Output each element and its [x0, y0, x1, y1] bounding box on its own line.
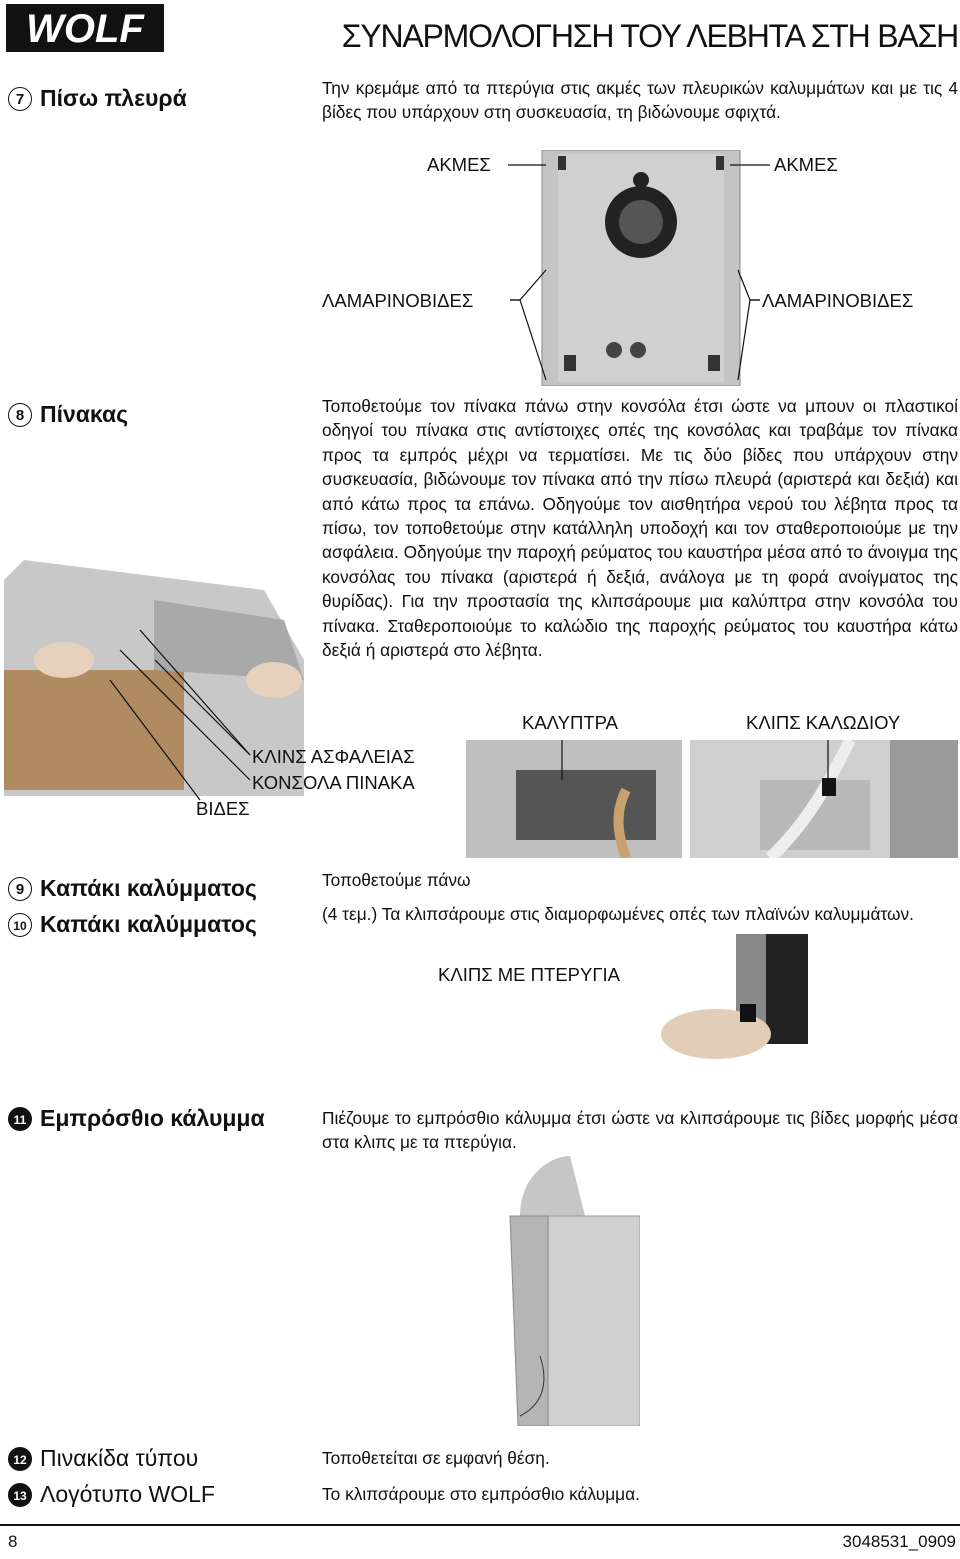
- step-number-11: 11: [8, 1107, 32, 1131]
- section-8-leader-lines: [100, 620, 260, 810]
- section-8-title: Πίνακας: [40, 401, 129, 427]
- page-number: 8: [8, 1532, 18, 1551]
- panel-console-label: ΚΟΝΣΟΛΑ ΠΙΝΑΚΑ: [252, 772, 415, 793]
- document-code: 3048531_0909: [842, 1532, 956, 1551]
- wolf-logo: [6, 4, 164, 52]
- section-10-title: Καπάκι καλύμματος: [40, 911, 257, 937]
- section-8-text: Τοποθετούμε τον πίνακα πάνω στην κονσόλα έτσι ώστε να μπουν οι πλαστικοί οδηγοί του πίνακα στις αντίστοιχες οπές της κονσόλας και τραβάμε τον πίνακα προς τα εμπρός μέχρι να τερματίσει. Με τις δύο βίδες που υπάρχουν στην συσκευασία, βιδώνουμε τον πίνακα από την πίσω πλευρά (αριστερά και δεξιά) και από κάτω προς τα επάνω. Οδηγούμε τον αισθητήρα νερού του λέβητα προς τα πίσω, τον τοποθετούμε στην κατάλληλη υποδοχή και τον σταθεροποιούμε με την ασφάλεια. Οδηγούμε την παροχή ρεύματος του καυστήρα μέσα από το άνοιγμα της κονσόλας του πίνακα (αριστερά ή δεξιά, ανάλογα με τη φορά ανοίγματος της θυρίδας). Για την προστασία της κλιπσάρουμε μια καλύπτρα στην κονσόλα του πίνακα. Σταθεροποιούμε το καλώδιο της παροχής ρεύματος του καυστήρα κάτω δεξιά ή αριστερά στο λέβητα.: [322, 396, 958, 661]
- section-7-title: Πίσω πλευρά: [40, 85, 187, 111]
- step-number-10: 10: [8, 913, 32, 937]
- section-7-text: Την κρεμάμε από τα πτερύγια στις ακμές των πλευρικών καλυμμάτων και με τις 4 βίδες που υπάρχουν στη συσκευασία, τη βιδώνουμε σφιχτά.: [322, 78, 958, 123]
- section-9-heading: [8, 874, 257, 902]
- page-title: ΣΥΝΑΡΜΟΛΟΓΗΣΗ ΤΟΥ ΛΕΒΗΤΑ ΣΤΗ ΒΑΣΗ: [341, 18, 958, 54]
- section-13-heading: [8, 1480, 215, 1508]
- screws-label: ΒΙΔΕΣ: [196, 798, 250, 819]
- safety-clip-label: ΚΛΙΝΣ ΑΣΦΑΛΕΙΑΣ: [252, 746, 415, 767]
- section-10-heading: [8, 910, 257, 938]
- step-number-7: 7: [8, 87, 32, 111]
- section-12-heading: [8, 1444, 198, 1472]
- front-cover-illustration: [500, 1156, 640, 1426]
- section-13-title: Λογότυπο WOLF: [40, 1481, 215, 1507]
- wing-clip-label: ΚΛΙΠΣ ΜΕ ΠΤΕΡΥΓΙΑ: [438, 964, 621, 985]
- footer-rule: [0, 1524, 960, 1526]
- section-7-leader-lines: [320, 150, 960, 390]
- step-number-9: 9: [8, 877, 32, 901]
- section-11-title: Εμπρόσθιο κάλυμμα: [40, 1105, 265, 1131]
- section-9-text: Τοποθετούμε πάνω: [322, 870, 471, 890]
- cover-photo: [466, 740, 682, 858]
- sheet-screws-label-right: ΛΑΜΑΡΙΝΟΒΙΔΕΣ: [762, 290, 914, 311]
- logo-text: WOLF: [26, 7, 144, 51]
- cover-label: ΚΑΛΥΠΤΡΑ: [522, 712, 618, 733]
- section-11-heading: [8, 1104, 265, 1132]
- edge-label-right: ΑΚΜΕΣ: [774, 154, 838, 175]
- section-12-title: Πινακίδα τύπου: [40, 1445, 199, 1471]
- section-7-heading: [8, 84, 187, 112]
- section-10-text: (4 τεμ.) Τα κλιπσάρουμε στις διαμορφωμένες οπές των πλαϊνών καλυμμάτων.: [322, 904, 914, 924]
- step-number-13: 13: [8, 1483, 32, 1507]
- sheet-screws-label-left: ΛΑΜΑΡΙΝΟΒΙΔΕΣ: [322, 290, 474, 311]
- edge-label-left: ΑΚΜΕΣ: [427, 154, 491, 175]
- wing-clip-photo: [656, 934, 808, 1062]
- step-number-12: 12: [8, 1447, 32, 1471]
- cable-clip-label: ΚΛΙΠΣ ΚΑΛΩΔΙΟΥ: [746, 712, 901, 733]
- section-12-text: Τοποθετείται σε εμφανή θέση.: [322, 1448, 550, 1468]
- cable-clip-photo: [690, 740, 958, 858]
- section-9-title: Καπάκι καλύμματος: [40, 875, 257, 901]
- section-11-text: Πιέζουμε το εμπρόσθιο κάλυμμα έτσι ώστε να κλιπσάρουμε τις βίδες μορφής μέσα στα κλιπς με τα πτερύγια.: [322, 1108, 958, 1153]
- section-13-text: Το κλιπσάρουμε στο εμπρόσθιο κάλυμμα.: [322, 1484, 640, 1504]
- step-number-8: 8: [8, 403, 32, 427]
- section-8-heading: [8, 400, 128, 428]
